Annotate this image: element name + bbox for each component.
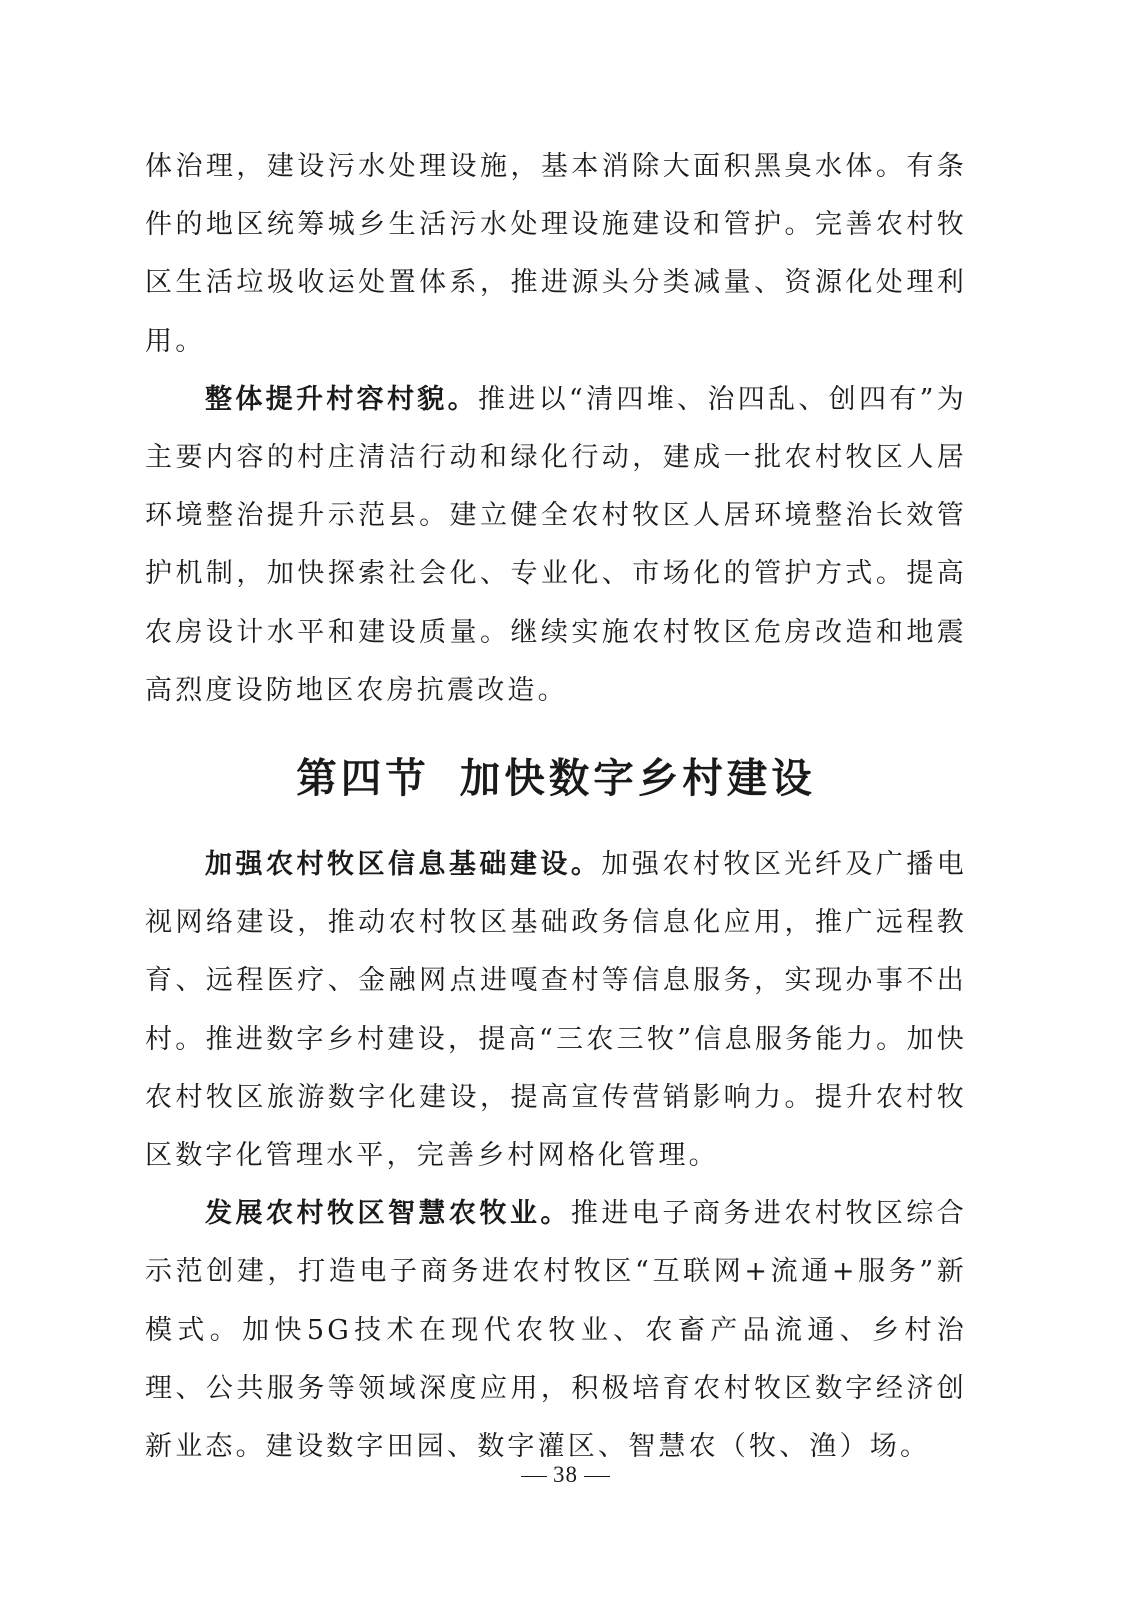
paragraph-sewage-garbage — [145, 138, 967, 371]
paragraph-smart-agriculture — [145, 1185, 967, 1476]
body-text — [145, 138, 967, 1476]
paragraph-lead: 发展农村牧区智慧农牧业。 — [205, 1198, 571, 1230]
paragraph-text: 推进以“清四堆、治四乱、创四有”为主要内容的村庄清洁行动和绿化行动，建成一批农村牧区人居环境整治提升示范县。建立健全农村牧区人居环境整治长效管护机制，加快探索社会化、专业化、市场化的管护方式。提高农房设计水平和建设质量。继续实施农村牧区危房改造和地震高烈度设防地区农房抗震改造。 — [145, 383, 967, 706]
section-number: 第四节 — [296, 754, 430, 803]
paragraph-village-appearance — [145, 371, 967, 720]
paragraph-info-infrastructure — [145, 836, 967, 1185]
section-heading — [145, 720, 967, 836]
paragraph-lead: 加强农村牧区信息基础建设。 — [205, 849, 602, 881]
paragraph-text: 推进电子商务进农村牧区综合示范创建，打造电子商务进农村牧区“互联网+流通+服务”新模式。加快5G技术在现代农牧业、农畜产品流通、乡村治理、公共服务等领域深度应用，积极培育农村牧区数字经济创新业态。建设数字田园、数字灌区、智慧农（牧、渔）场。 — [145, 1198, 967, 1463]
section-title: 加快数字乡村建设 — [459, 754, 816, 803]
page-footer — [0, 1460, 1131, 1490]
paragraph-text: 加强农村牧区光纤及广播电视网络建设，推动农村牧区基础政务信息化应用，推广远程教育、远程医疗、金融网点进嘎查村等信息服务，实现办事不出村。推进数字乡村建设，提高“三农三牧”信息服务能力。加快农村牧区旅游数字化建设，提高宣传营销影响力。提升农村牧区数字化管理水平，完善乡村网格化管理。 — [145, 849, 967, 1172]
page-number: 38 — [553, 1462, 578, 1487]
footer-dash-right — [584, 1476, 610, 1477]
footer-dash-left — [521, 1476, 547, 1477]
paragraph-lead: 整体提升村容村貌。 — [205, 383, 478, 415]
paragraph-text: 体治理，建设污水处理设施，基本消除大面积黑臭水体。有条件的地区统筹城乡生活污水处理设施建设和管护。完善农村牧区生活垃圾收运处置体系，推进源头分类减量、资源化处理利用。 — [145, 151, 967, 357]
